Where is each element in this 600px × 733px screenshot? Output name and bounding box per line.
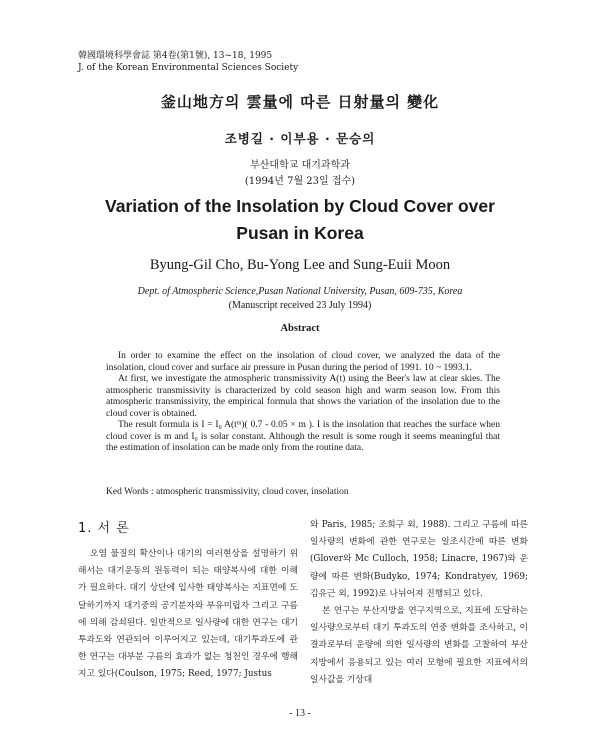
- korean-affiliation-block: [0, 158, 600, 190]
- abstract-paragraph: The result formula is I = I₀ A(tᵐ)( 0.7 - 0.05 × m ). I is the insolation that reaches the surface when cloud cover is m and I₀ is solar constant. Although the result is some rough it seems meaningful that the estimation of insolation can be made only from the routine data.: [106, 420, 500, 453]
- english-title-line2: Pusan in Korea: [236, 223, 364, 243]
- left-column-text: [78, 546, 298, 684]
- left-column: [78, 517, 298, 684]
- english-title: [0, 193, 600, 247]
- korean-received-date: (1994년 7월 23일 접수): [244, 176, 356, 187]
- english-title-line1: Variation of the Insolation by Cloud Cover over: [105, 196, 495, 216]
- english-affiliation-block: [0, 285, 600, 313]
- english-authors: Byung-Gil Cho, Bu-Yong Lee and Sung-Euii Moon: [149, 257, 451, 273]
- english-affiliation: Dept. of Atmospheric Science,Pusan National University, Pusan, 609-735, Korea: [137, 286, 463, 297]
- keywords: Ked Words : atmospheric transmissivity, cloud cover, insolation: [106, 487, 349, 497]
- journal-line-english: J. of the Korean Environmental Sciences Society: [78, 63, 299, 73]
- abstract-paragraph: In order to examine the effect on the insolation of cloud cover, we analyzed the data of the insolation, cloud cover and surface air pressure in Pusan during the period of 1991. 10 ~ 1993.1.: [106, 351, 500, 373]
- body-paragraph: 오염 물질의 확산이나 대기의 여러현상을 설명하기 위해서는 대기운동의 원동력이 되는 태양복사에 대한 이해가 필요하다. 대기 상단에 입사한 태양복사는 지표면에 도달하기까지 대기중의 공기분자와 부유미립자 그리고 구름에 의해 감쇠된다. 일반적으로 일사량에 대한 연구는 대기 투과도와 연관되어 이루어지고 있는데, 대기투과도에 관한 연구는 대부분 구름의 효과가 없는 청천인 경우에 행해지고 있다(Coulson, 1975; Reed, 1977; Justus: [78, 549, 298, 680]
- right-column: [310, 517, 528, 689]
- korean-authors: 조병길 · 이부용 · 문승의: [224, 131, 376, 146]
- abstract-body: [106, 351, 500, 455]
- body-paragraph: 와 Paris, 1985; 조희구 외, 1988). 그리고 구름에 따른 일사량의 변화에 관한 연구로는 일조시간에 따른 변화(Glover와 Mc Culloch, 1958; Linacre, 1967)와 운량에 따른 변화(Budyko, 1974; Kondratyev, 1969; 김유근 외, 1992)로 나뉘어져 진행되고 있다.: [310, 520, 528, 599]
- english-received-date: (Manuscript received 23 July 1994): [228, 300, 372, 311]
- abstract-paragraph: At first, we investigate the atmospheric transmissivity A(t) using the Beer's law at clear skies. The atmospheric transmissivity is characterized by cold season high and warm season low. From this atmospheric transmissivity, the empirical formula that shows the variation of the insolation due to the cloud cover is obtained.: [106, 374, 500, 419]
- abstract-heading: Abstract: [280, 323, 320, 334]
- page-number: - 13 -: [289, 708, 311, 719]
- korean-title: 釜山地方의 雲量에 따른 日射量의 變化: [160, 93, 440, 111]
- body-paragraph: 본 연구는 부산지방을 연구지역으로, 지표에 도달하는 일사량으로부터 대기 투과도의 연중 변화를 조사하고, 이 결과로부터 운량에 의한 일사량의 변화를 고찰하여 부산지방에서 응용되고 있는 여러 모형에 필요한 지표에서의 일사값을 기상대: [310, 606, 528, 685]
- journal-line-korean: 韓國環境科學會誌 第4卷(第1號), 13~18, 1995: [78, 51, 273, 61]
- journal-citation: [78, 50, 298, 74]
- korean-affiliation: 부산대학교 대기과학과: [250, 160, 350, 171]
- section-heading: 1. 서 론: [78, 521, 130, 536]
